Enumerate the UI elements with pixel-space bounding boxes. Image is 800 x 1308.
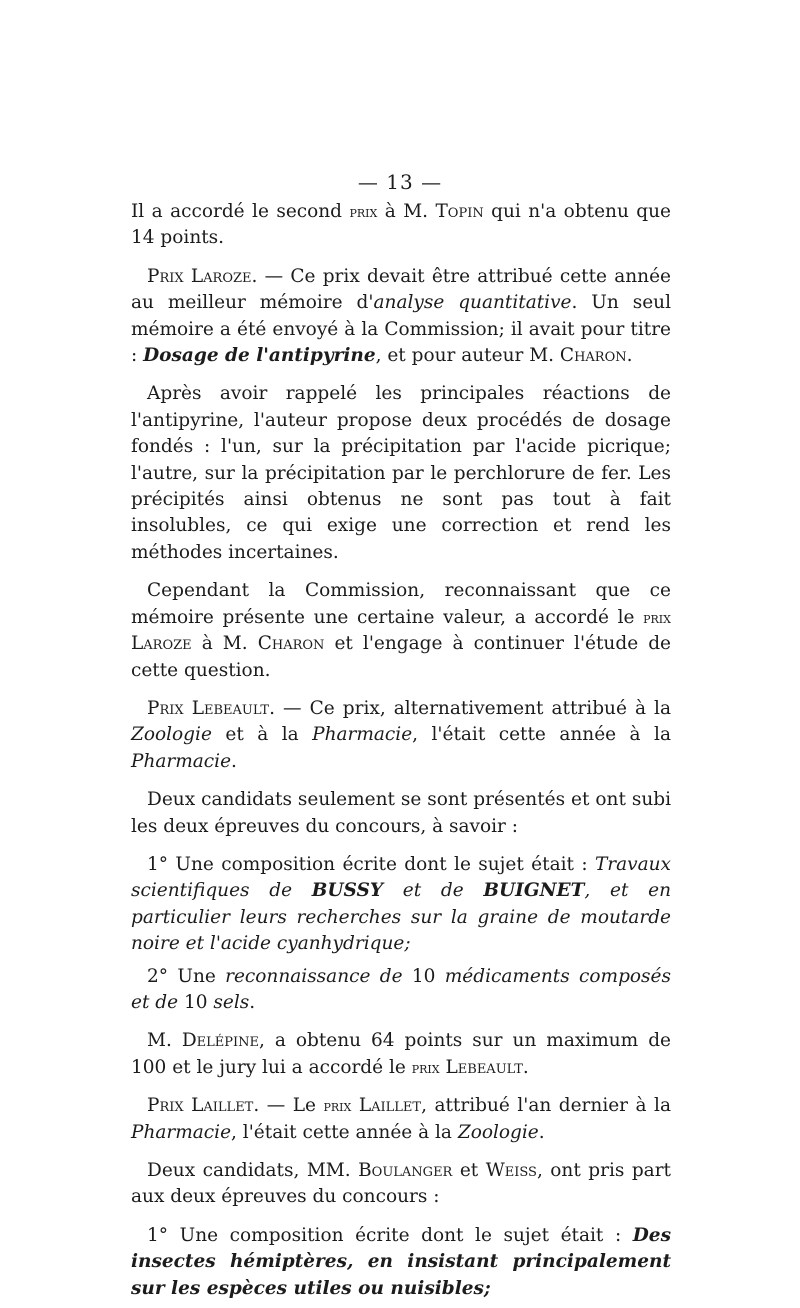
memoir-title: Dosage de l'antipyrine [143, 345, 376, 367]
text-run: à M. [377, 201, 436, 222]
text-run: Une composition écrite dont le sujet était : [168, 853, 595, 875]
person-name: Charon [257, 633, 325, 655]
text-run: Il a accordé le second [131, 201, 350, 222]
text-run: . [249, 991, 256, 1013]
body-text [131, 199, 671, 1308]
text-run: Cependant la Commission, reconnaissant que ce mémoire présente une certaine valeur, a accordé le [131, 580, 671, 628]
prize-heading: Prix Laroze. [147, 265, 258, 287]
italic-text: et de [383, 880, 484, 902]
person-name: BUSSY [311, 880, 384, 902]
text-run: qui n'a obtenu que 14 points. [131, 201, 672, 249]
prix-word: prix [323, 1097, 352, 1116]
person-name: Boulanger [358, 1160, 453, 1181]
text-run: , et pour auteur M. [375, 345, 560, 367]
text-run: et l'engage à continuer l'étude de cette question. [131, 633, 671, 681]
text-run: M. [147, 1030, 182, 1052]
paragraph-boulanger-weiss [131, 1158, 671, 1211]
text-run: . [231, 750, 237, 772]
number-text: 10 [178, 991, 214, 1013]
person-name: Weiss [485, 1160, 537, 1181]
paragraph-composition-insectes [131, 1223, 671, 1302]
paragraph-prix-laroze [131, 264, 671, 370]
prize-heading: Prix Lebeault. [147, 697, 275, 719]
italic-text: Zoologie [131, 724, 212, 746]
italic-text: Pharmacie [131, 750, 232, 772]
item-number: 1° [147, 1224, 169, 1246]
text-run: Deux candidats, MM. [147, 1160, 359, 1181]
text-run: et à la [211, 724, 313, 746]
prize-name: Lebeault [445, 1056, 523, 1078]
text-run: . [522, 1056, 529, 1078]
paragraph-commission [131, 578, 671, 684]
person-name: Delépine [181, 1030, 260, 1052]
text-run: , l'était cette année à la [412, 724, 671, 746]
italic-text: reconnaissance de [225, 965, 403, 987]
italic-text: Pharmacie [312, 724, 413, 746]
italic-text: Pharmacie [131, 1121, 232, 1143]
text-run: — Ce prix, alternativement attribué à la [274, 697, 672, 719]
text-run: , attribué l'an dernier à la [421, 1095, 671, 1117]
text-run: . Un seul mémoire a été envoyé à la Commission; il avait pour titre : [131, 292, 672, 367]
person-name: Topin [435, 201, 484, 222]
text-run: à M. [191, 633, 258, 655]
number-text: 10 [402, 965, 445, 987]
italic-text: analyse quantitative [373, 292, 572, 314]
text-run: Une [168, 965, 226, 987]
paragraph-candidats: Deux candidats seulement se sont présentés et ont subi les deux épreuves du concours, à savoir : [131, 789, 671, 837]
prize-heading: Prix Laillet. [147, 1095, 260, 1117]
item-number: 1° [147, 853, 169, 875]
text-run: . [626, 345, 633, 367]
italic-text: Travaux scientifiques de [131, 853, 671, 902]
italic-text: , et en particulier leurs recherches sur la graine de moutarde noire et l'acide cyanhydrique; [131, 880, 671, 955]
text-run: , l'était cette année à la [231, 1121, 458, 1143]
paragraph-antipyrine: Après avoir rappelé les principales réactions de l'antipyrine, l'auteur propose deux procédés de dosage fondés : l'un, sur la précipitation par l'acide picrique; l'autre, sur la précipitation par le perchlorure de fer. Les précipités ainsi obtenus ne sont pas tout à fait insolubles, ce qui exige une correction et rend les méthodes incertaines. [131, 383, 671, 563]
page-number: — 13 — [357, 170, 443, 194]
text-run: , a obtenu 64 points sur un maximum de 100 et le jury lui a accordé le [131, 1030, 671, 1078]
paragraph-reconnaissance [131, 964, 671, 1017]
text-run: . [538, 1121, 545, 1143]
text-run: — Ce prix devait être attribué cette année au meilleur mémoire d' [131, 265, 671, 314]
text-run: et [452, 1160, 486, 1181]
person-name: BUIGNET [483, 880, 585, 902]
text-run: , ont pris part aux deux épreuves du concours : [131, 1160, 671, 1208]
prix-word: prix [411, 1058, 440, 1077]
italic-text: médicaments composés et de [131, 965, 671, 1013]
item-number: 2° [147, 965, 169, 987]
prix-word: prix [643, 608, 671, 627]
italic-text: Des insectes hémiptères, en insistant principalement sur les espèces utiles ou nuisibles; [131, 1224, 671, 1299]
person-name: Charon [559, 345, 627, 367]
prize-name: Laillet [358, 1095, 422, 1117]
text-run: Une composition écrite dont le sujet était : [168, 1224, 633, 1246]
prize-name: Laroze [131, 633, 192, 655]
prix-word: prix [349, 203, 378, 221]
paragraph-prix-lebeault [131, 696, 671, 775]
italic-text: sels [213, 991, 250, 1013]
paragraph-prix-laillet [131, 1093, 671, 1146]
paragraph-delepine [131, 1028, 671, 1081]
italic-text: Zoologie [457, 1121, 539, 1143]
paragraph-composition-1 [131, 852, 671, 958]
text-run: — Le [259, 1095, 324, 1117]
paragraph-topin [131, 199, 671, 252]
